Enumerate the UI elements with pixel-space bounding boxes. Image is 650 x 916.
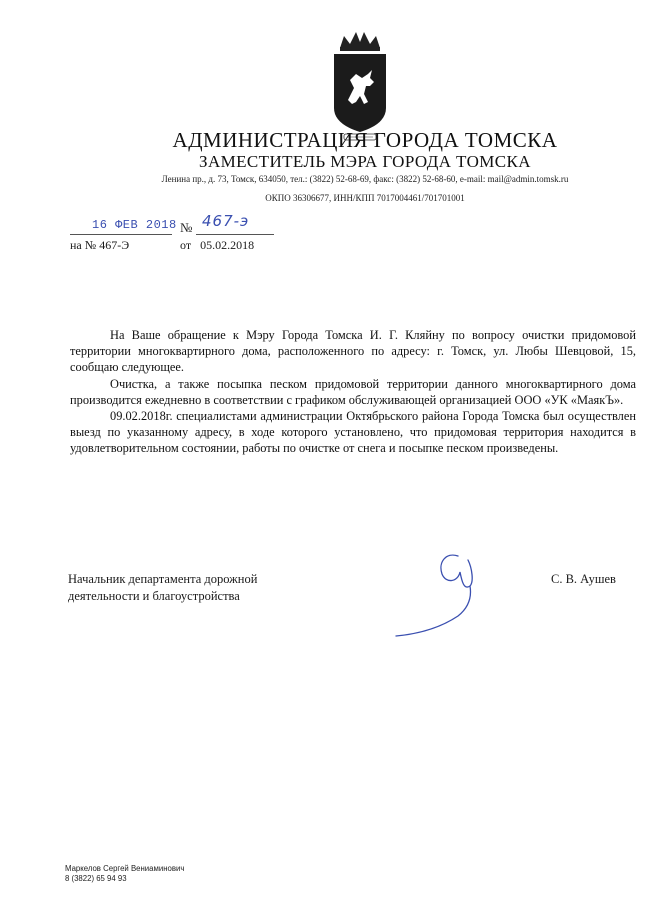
- organization-address: Ленина пр., д. 73, Томск, 634050, тел.: (3822) 52-68-69, факс: (3822) 52-68-60, e-mail: mail@admin.tomsk.ru: [161, 174, 569, 184]
- reference-from-label: от: [180, 238, 192, 252]
- body-paragraph: Очистка, а также посыпка песком придомовой территории данного многоквартирного дома производится ежедневно в соответствии с графиком обслуживающей организацией ООО «УК «МаякЪ».: [70, 376, 636, 407]
- signatory-position-line: Начальник департамента дорожной: [68, 572, 258, 586]
- reference-date-value: 05.02.2018: [200, 238, 255, 252]
- executor-phone: 8 (3822) 65 94 93: [65, 874, 127, 883]
- registration-stamp-date: 16 ФЕВ 2018: [92, 218, 177, 232]
- signatory-position-line: деятельности и благоустройства: [68, 589, 240, 603]
- divider: [196, 234, 274, 235]
- divider: [70, 234, 172, 235]
- registration-number: 467-э: [202, 212, 250, 230]
- signatory-name: С. В. Аушев: [551, 572, 616, 586]
- executor-info: [65, 864, 184, 884]
- organization-title: АДМИНИСТРАЦИЯ ГОРОДА ТОМСКА: [172, 128, 558, 152]
- organization-subtitle: ЗАМЕСТИТЕЛЬ МЭРА ГОРОДА ТОМСКА: [199, 152, 531, 171]
- executor-name: Маркелов Сергей Вениаминович: [65, 864, 185, 873]
- body-paragraph: 09.02.2018г. специалистами администрации Октябрьского района Города Томска был осуществлен выезд по указанному адресу, в ходе которого установлено, что придомовая территория находится в удовлетворительном состоянии, работы по очистке от снега и посыпке песком произведены.: [70, 409, 636, 456]
- handwritten-signature: [388, 548, 508, 640]
- reference-number: на № 467-Э: [70, 238, 130, 252]
- body-paragraph: На Ваше обращение к Мэру Города Томска И. Г. Кляйну по вопросу очистки придомовой территории многоквартирного дома, расположенного по адресу: г. Томск, ул. Любы Шевцовой, 15, сообщаю следующее.: [70, 328, 636, 375]
- letter-body: [70, 327, 636, 457]
- reference-date: [180, 238, 254, 253]
- number-label: №: [180, 220, 193, 235]
- organization-codes: ОКПО 36306677, ИНН/КПП 7017004461/701701001: [265, 193, 465, 203]
- signatory-position: [68, 571, 257, 605]
